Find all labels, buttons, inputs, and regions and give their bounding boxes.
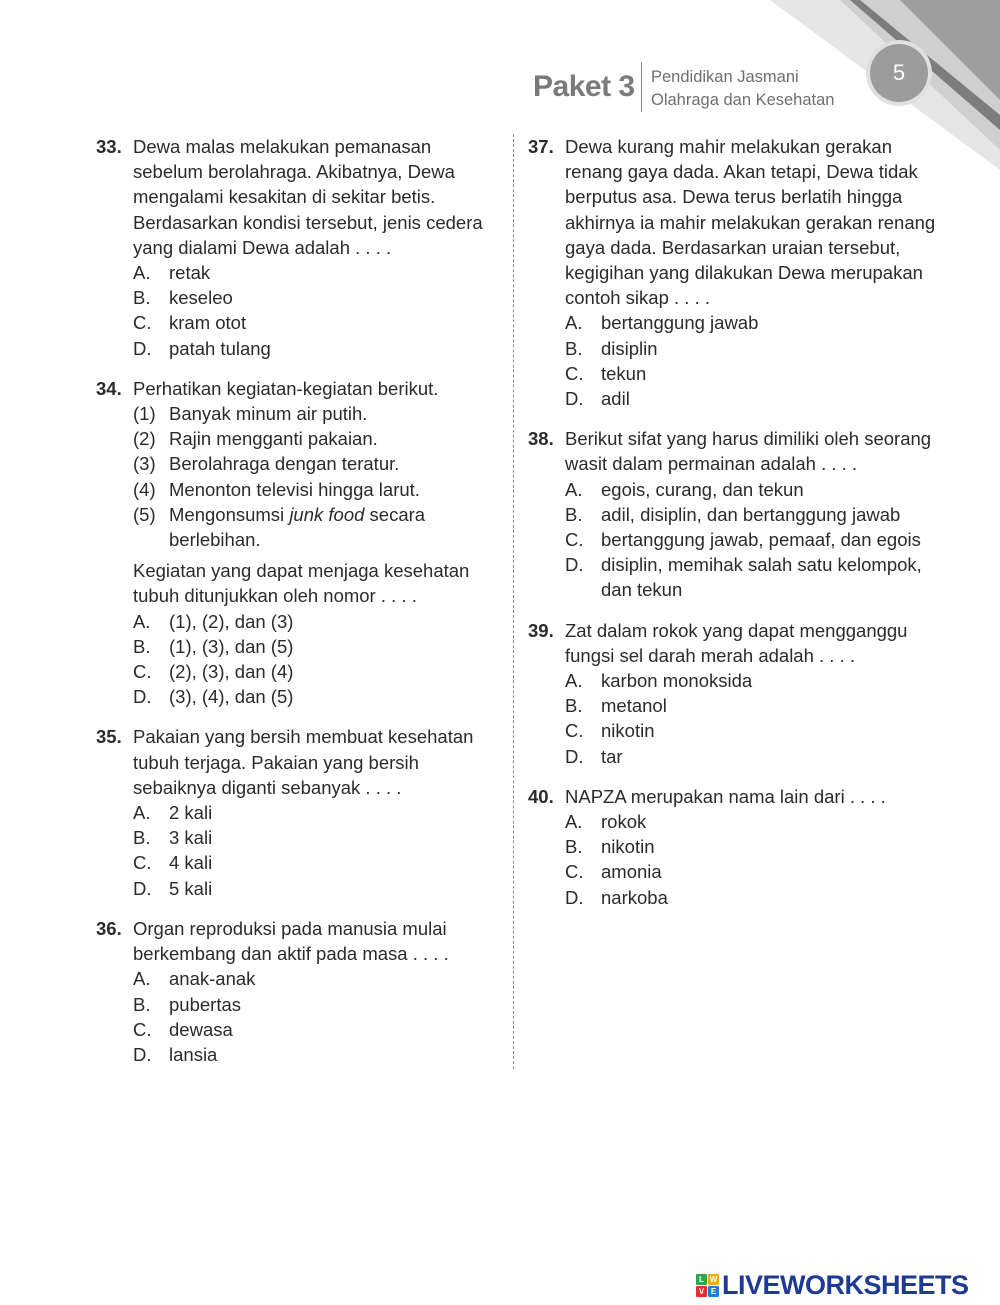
answer-option-c[interactable] xyxy=(133,659,496,684)
answer-option-a[interactable] xyxy=(133,260,496,285)
question-38 xyxy=(528,426,948,602)
statement-text: Berolahraga dengan teratur. xyxy=(169,453,400,475)
answer-option-a[interactable] xyxy=(133,966,496,991)
answer-option-b[interactable] xyxy=(565,336,948,361)
question-number: 33. xyxy=(96,136,122,157)
option-label: B. xyxy=(565,695,583,717)
question-text: Pakaian yang bersih membuat kesehatan tubuh terjaga. Pakaian yang bersih sebaiknya diganti sebanyak . . . . xyxy=(133,726,474,798)
question-number: 39. xyxy=(528,619,554,641)
option-text: disiplin, memihak salah satu kelompok, dan tekun xyxy=(601,554,922,601)
question-number: 37. xyxy=(528,136,554,157)
answer-option-a[interactable] xyxy=(565,477,948,502)
liveworksheets-brand[interactable] xyxy=(696,1268,969,1302)
option-text: (2), (3), dan (4) xyxy=(169,661,294,683)
option-label: A. xyxy=(565,811,583,833)
option-label: C. xyxy=(133,1018,152,1040)
question-number: 35. xyxy=(96,726,122,748)
answer-option-d[interactable] xyxy=(565,744,948,769)
option-label: D. xyxy=(133,337,152,359)
option-label: B. xyxy=(133,827,151,849)
answer-options xyxy=(133,609,496,710)
question-number: 38. xyxy=(528,428,554,450)
statement-label: (2) xyxy=(133,428,156,450)
option-label: D. xyxy=(133,686,152,708)
question-40 xyxy=(528,784,948,910)
question-text: Dewa kurang mahir melakukan gerakan renang gaya dada. Akan tetapi, Dewa tidak berputus asa. Dewa terus berlatih hingga akhirnya ia mahir melakukan gerakan renang gaya dada. Berdasarkan uraian tersebut, kegigihan yang dilakukan Dewa merupakan contoh sikap . . . . xyxy=(565,136,936,309)
answer-option-b[interactable] xyxy=(133,634,496,659)
option-label: C. xyxy=(565,362,584,384)
option-text: karbon monoksida xyxy=(601,670,753,692)
answer-option-d[interactable] xyxy=(565,552,948,602)
answer-option-c[interactable] xyxy=(133,1017,496,1042)
option-text: (3), (4), dan (5) xyxy=(169,686,294,708)
answer-option-c[interactable] xyxy=(565,718,948,743)
option-text: retak xyxy=(169,262,211,284)
answer-option-b[interactable] xyxy=(133,285,496,310)
option-label: C. xyxy=(133,661,152,683)
question-text: Zat dalam rokok yang dapat mengganggu fungsi sel darah merah adalah . . . . xyxy=(565,619,908,666)
subject-line-2: Olahraga dan Kesehatan xyxy=(651,91,835,109)
option-label: A. xyxy=(565,312,583,334)
question-number: 40. xyxy=(528,785,554,807)
option-label: D. xyxy=(565,388,584,410)
answer-option-a[interactable] xyxy=(565,310,948,335)
option-text: keseleo xyxy=(169,287,233,309)
question-text: NAPZA merupakan nama lain dari . . . . xyxy=(565,785,886,807)
statement-text: Rajin mengganti pakaian. xyxy=(169,428,378,450)
option-label: C. xyxy=(565,861,584,883)
question-text: Berikut sifat yang harus dimiliki oleh seorang wasit dalam permainan adalah . . . . xyxy=(565,428,932,475)
answer-options xyxy=(565,809,948,910)
statement-item xyxy=(133,426,496,451)
option-text: dewasa xyxy=(169,1018,233,1040)
answer-options xyxy=(565,477,948,603)
option-text: tar xyxy=(601,745,623,767)
question-text: Dewa malas melakukan pemanasan sebelum berolahraga. Akibatnya, Dewa mengalami kesakitan di sekitar betis. Berdasarkan kondisi tersebut, jenis cedera yang dialami Dewa adalah . . . . xyxy=(133,136,483,258)
question-text: Organ reproduksi pada manusia mulai berkembang dan aktif pada masa . . . . xyxy=(133,917,449,965)
answer-option-d[interactable] xyxy=(133,1042,496,1067)
statement-text: secara berlebihan. xyxy=(169,503,426,551)
option-text: 5 kali xyxy=(169,877,213,899)
statement-item xyxy=(133,451,496,476)
option-label: A. xyxy=(133,262,151,284)
option-text: (1), (3), dan (5) xyxy=(169,635,294,657)
answer-option-d[interactable] xyxy=(565,885,948,910)
option-text: nikotin xyxy=(601,836,655,858)
liveworksheets-logo-icon xyxy=(696,1274,719,1297)
answer-option-b[interactable] xyxy=(565,834,948,859)
question-number: 36. xyxy=(96,917,122,939)
paket-title: Paket 3 xyxy=(533,70,635,103)
question-36 xyxy=(96,916,496,1067)
right-column xyxy=(528,134,948,925)
option-text: egois, curang, dan tekun xyxy=(601,478,804,500)
statement-label: (3) xyxy=(133,453,156,475)
column-divider xyxy=(513,134,514,1069)
logo-square: E xyxy=(708,1286,719,1297)
question-37 xyxy=(528,134,948,411)
option-text: 2 kali xyxy=(169,802,213,824)
option-text: lansia xyxy=(169,1043,218,1065)
option-label: B. xyxy=(565,836,583,858)
option-label: D. xyxy=(133,877,152,899)
option-text: kram otot xyxy=(169,312,247,334)
option-text: adil, disiplin, dan bertanggung jawab xyxy=(601,503,901,525)
option-text: amonia xyxy=(601,861,662,883)
statement-item xyxy=(133,477,496,502)
subject-line-1: Pendidikan Jasmani xyxy=(651,68,799,86)
header-divider xyxy=(641,62,642,112)
question-text: Perhatikan kegiatan-kegiatan berikut. xyxy=(133,377,439,399)
option-text: 4 kali xyxy=(169,852,213,874)
option-label: A. xyxy=(565,478,583,500)
question-39 xyxy=(528,618,948,769)
logo-square: W xyxy=(709,1274,718,1284)
option-label: B. xyxy=(565,337,583,359)
option-text: narkoba xyxy=(601,886,668,908)
option-label: D. xyxy=(565,886,584,908)
question-number: 34. xyxy=(96,377,122,399)
option-label: C. xyxy=(565,720,584,742)
option-text: rokok xyxy=(601,811,647,833)
option-label: C. xyxy=(133,312,152,334)
option-label: B. xyxy=(133,287,151,309)
answer-option-a[interactable] xyxy=(565,668,948,693)
answer-options xyxy=(133,800,496,901)
option-text: anak-anak xyxy=(169,968,256,990)
statement-text: Banyak minum air putih. xyxy=(169,403,368,425)
statement-text: Mengonsumsi xyxy=(169,503,290,525)
answer-option-a[interactable] xyxy=(133,609,496,634)
answer-option-d[interactable] xyxy=(133,336,496,361)
answer-option-d[interactable] xyxy=(133,684,496,709)
answer-option-d[interactable] xyxy=(133,876,496,901)
option-label: B. xyxy=(565,503,583,525)
brand-text: LIVEWORKSHEETS xyxy=(722,1269,969,1300)
option-label: A. xyxy=(133,610,151,632)
option-label: A. xyxy=(133,968,151,990)
answer-option-c[interactable] xyxy=(565,527,948,552)
question-35 xyxy=(96,724,496,900)
answer-option-a[interactable] xyxy=(565,809,948,834)
option-label: B. xyxy=(133,635,151,657)
option-text: adil xyxy=(601,388,630,410)
answer-option-b[interactable] xyxy=(565,693,948,718)
option-text: pubertas xyxy=(169,993,241,1015)
option-text: bertanggung jawab, pemaaf, dan egois xyxy=(601,529,921,551)
option-label: D. xyxy=(133,1043,152,1065)
option-text: patah tulang xyxy=(169,337,271,359)
option-label: A. xyxy=(565,670,583,692)
statement-label: (1) xyxy=(133,403,156,425)
statement-item xyxy=(133,502,496,552)
option-label: C. xyxy=(133,852,152,874)
answer-option-c[interactable] xyxy=(565,361,948,386)
logo-square: V xyxy=(696,1286,707,1297)
answer-option-a[interactable] xyxy=(133,800,496,825)
statement-label: (5) xyxy=(133,503,156,525)
answer-options xyxy=(565,310,948,411)
option-text: disiplin xyxy=(601,337,658,359)
answer-options xyxy=(133,966,496,1067)
statement-list xyxy=(133,401,496,552)
statement-text-italic: junk food xyxy=(289,503,365,525)
statement-item xyxy=(133,401,496,426)
option-label: D. xyxy=(565,554,584,576)
page-number: 5 xyxy=(870,44,928,102)
statement-label: (4) xyxy=(133,478,156,500)
answer-option-c[interactable] xyxy=(565,859,948,884)
option-label: C. xyxy=(565,529,584,551)
question-prompt: Kegiatan yang dapat menjaga kesehatan tubuh ditunjukkan oleh nomor . . . . xyxy=(133,560,470,607)
option-text: 3 kali xyxy=(169,827,213,849)
option-text: metanol xyxy=(601,695,667,717)
answer-option-c[interactable] xyxy=(133,310,496,335)
option-label: B. xyxy=(133,993,151,1015)
answer-options xyxy=(565,668,948,769)
question-34 xyxy=(96,376,496,710)
option-text: (1), (2), dan (3) xyxy=(169,610,294,632)
logo-square: L xyxy=(696,1274,707,1285)
option-text: nikotin xyxy=(601,720,655,742)
left-column xyxy=(96,134,496,1082)
option-label: D. xyxy=(565,745,584,767)
option-label: A. xyxy=(133,802,151,824)
answer-option-b[interactable] xyxy=(565,502,948,527)
subject-title xyxy=(651,66,834,112)
option-text: bertanggung jawab xyxy=(601,312,759,334)
answer-option-b[interactable] xyxy=(133,825,496,850)
answer-option-d[interactable] xyxy=(565,386,948,411)
answer-options xyxy=(133,260,496,361)
answer-option-c[interactable] xyxy=(133,850,496,875)
option-text: tekun xyxy=(601,362,647,384)
answer-option-b[interactable] xyxy=(133,992,496,1017)
statement-text: Menonton televisi hingga larut. xyxy=(169,478,420,500)
question-33 xyxy=(96,134,496,361)
